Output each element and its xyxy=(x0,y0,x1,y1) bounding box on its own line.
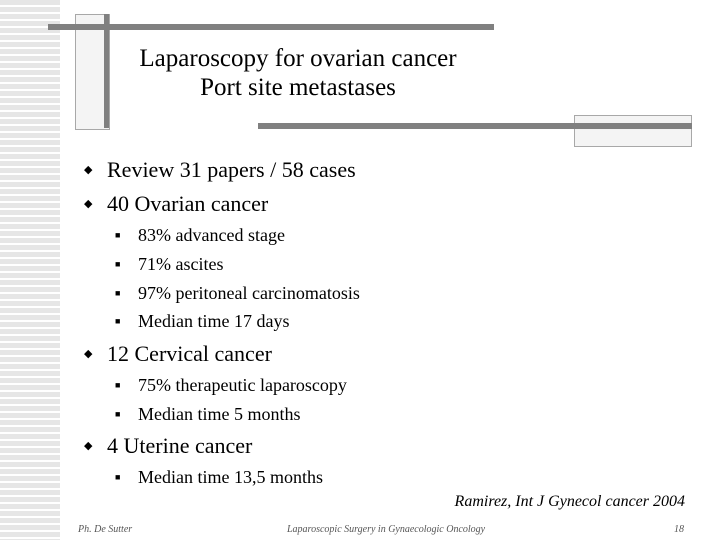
title-frame-right xyxy=(574,115,692,147)
sub-bullet-text: Median time 5 months xyxy=(138,404,301,424)
square-bullet-icon: ■ xyxy=(115,380,121,390)
page-number: 18 xyxy=(674,524,684,535)
sub-bullet-text: Median time 13,5 months xyxy=(138,467,323,487)
sub-bullet xyxy=(115,403,300,425)
sub-bullet xyxy=(115,310,289,332)
sub-bullet-text: 97% peritoneal carcinomatosis xyxy=(138,283,360,303)
diamond-bullet-icon: ◆ xyxy=(84,440,93,452)
slide-title xyxy=(108,44,488,102)
square-bullet-icon: ■ xyxy=(115,316,121,326)
square-bullet-icon: ■ xyxy=(115,259,121,269)
title-top-bar xyxy=(48,24,494,30)
title-bottom-bar xyxy=(258,123,692,129)
footer-course-title: Laparoscopic Surgery in Gynaecologic Oncology xyxy=(287,524,486,535)
square-bullet-icon: ■ xyxy=(115,409,121,419)
sub-bullet-text: 83% advanced stage xyxy=(138,225,285,245)
sub-bullet xyxy=(115,282,360,304)
title-line-1: Laparoscopy for ovarian cancer xyxy=(139,45,457,72)
bullet-uterine xyxy=(84,433,252,459)
sub-bullet-text: 75% therapeutic laparoscopy xyxy=(138,375,347,395)
diamond-bullet-icon: ◆ xyxy=(84,198,93,210)
bullet-text: 4 Uterine cancer xyxy=(107,433,253,458)
square-bullet-icon: ■ xyxy=(115,472,121,482)
diamond-bullet-icon: ◆ xyxy=(84,164,93,176)
sub-bullet xyxy=(115,253,223,275)
bullet-text: 12 Cervical cancer xyxy=(107,341,272,366)
footer-author: Ph. De Sutter xyxy=(78,524,133,535)
bullet-text: Review 31 papers / 58 cases xyxy=(107,157,356,182)
square-bullet-icon: ■ xyxy=(115,288,121,298)
sub-bullet-text: 71% ascites xyxy=(138,254,224,274)
sub-bullet xyxy=(115,374,347,396)
sub-bullet xyxy=(115,224,285,246)
bullet-text: 40 Ovarian cancer xyxy=(107,191,269,216)
bullet-review xyxy=(84,157,356,183)
title-line-2: Port site metastases xyxy=(200,74,396,101)
citation: Ramirez, Int J Gynecol cancer 2004 xyxy=(454,493,685,510)
left-stripe-decoration xyxy=(0,0,60,540)
sub-bullet-text: Median time 17 days xyxy=(138,311,290,331)
diamond-bullet-icon: ◆ xyxy=(84,348,93,360)
bullet-ovarian xyxy=(84,191,268,217)
bullet-cervical xyxy=(84,341,272,367)
sub-bullet xyxy=(115,466,323,488)
square-bullet-icon: ■ xyxy=(115,230,121,240)
